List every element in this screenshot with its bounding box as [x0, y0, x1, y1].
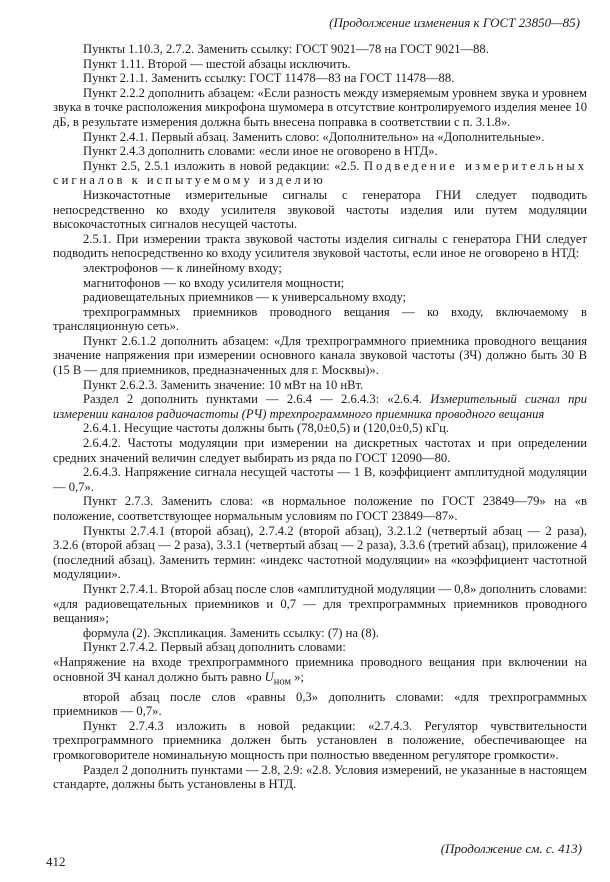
list-item: трехпрограммных приемников проводного вещания — ко входу, включаемому в трансляционную сеть». [53, 304, 587, 334]
paragraph-2-5-lead: Пункт 2.5, 2.5.1 изложить в новой редакции: «2.5. [83, 158, 364, 173]
page-number: 412 [46, 854, 66, 869]
paragraph: Пункты 2.7.4.1 (второй абзац), 2.7.4.2 (второй абзац), 3.2.1.2 (четвертый абзац — 2 раза), 3.2.6 (второй абзац — 2 раза), 3.3.1 (четвертый абзац — 2 раза), 3.3.6 (третий абзац), приложение 4 (последний абзац). Заменить термин: «индекс частотной модуляции» на «коэффициент частотной модуляции». [53, 523, 587, 582]
paragraph: Пункт 2.7.4.2. Первый абзац дополнить словами: [83, 640, 346, 655]
paragraph-2-5 [53, 159, 587, 188]
paragraph: 2.6.4.3. Напряжение сигнала несущей частоты — 1 В, коэффициент амплитудной модуляции — 0,7». [53, 465, 587, 494]
paragraph: Пункт 2.7.3. Заменить слова: «в нормальное положение по ГОСТ 23849—79» на «в положение, соответствующее нормальным условиям по ГОСТ 23849—87». [53, 494, 587, 523]
paragraph: Раздел 2 дополнить пунктами — 2.8, 2.9: «2.8. Условия измерений, не указанные в настоящем стандарте, должны быть установлены в НТД. [53, 762, 587, 792]
paragraph: Пункт 2.6.1.2 дополнить абзацем: «Для трехпрограммного приемника проводного вещания значение напряжения при измерении основного канала звуковой частоты (ЗЧ) должно быть 30 В (15 В — для приемников, предназначенных для г. Москвы)». [53, 333, 587, 378]
paragraph: второй абзац после слов «равны 0,3» дополнить словами: «для трехпрограммных приемников — 0,7». [53, 689, 587, 719]
paragraph: Пункт 2.6.2.3. Заменить значение: 10 мВт на 10 нВт. [83, 377, 364, 392]
paragraph: Низкочастотные измерительные сигналы с генератора ГНИ следует подводить непосредственно ко входу усилителя звуковой частоты изделия или путем модуляции высокочастотных сигналов несущей частоты. [53, 187, 587, 232]
paragraph: 2.5.1. При измерении тракта звуковой частоты изделия сигналы с генератора ГНИ следует подводить непосредственно ко входу усилителя звуковой частоты, если иное не оговорено в НТД: [53, 231, 587, 261]
paragraph: Пункт 2.1.1. Заменить ссылку: ГОСТ 11478—83 на ГОСТ 11478—88. [83, 71, 455, 86]
paragraph: Пункт 1.11. Второй — шестой абзацы исключить. [83, 56, 351, 71]
voltage-subscript: ном [273, 676, 292, 688]
paragraph: Пункт 2.4.3 дополнить словами: «если иное не оговорено в НТД». [83, 144, 438, 159]
list-item: радиовещательных приемников — к универсальному входу; [83, 290, 407, 305]
quoted-paragraph [53, 655, 587, 690]
quoted-text-tail: »; [291, 669, 305, 684]
section-title-italic: Измерительный сигнал при измерении каналов радиочастоты (РЧ) трехпрограммного приемника проводного вещания [53, 392, 588, 421]
paragraph-2-6-4 [53, 392, 587, 421]
paragraph: 2.6.4.2. Частоты модуляции при измерении на дискретных частотах и при определении средних значений величин следует выбирать из ряда по ГОСТ 12090—80. [53, 436, 587, 465]
quoted-text: «Напряжение на входе трехпрограммного приемника проводного вещания при включении на основной ЗЧ канал должно быть равно [53, 654, 587, 684]
paragraph: формула (2). Экспликация. Заменить ссылку: (7) на (8). [83, 625, 379, 640]
paragraph: Пункт 2.7.4.1. Второй абзац после слов «амплитудной модуляции — 0,8» дополнить словами: «для радиовещательных приемников и 0,7 — для трехпрограммных приемников проводного вещания»; [53, 581, 587, 626]
voltage-symbol: U [264, 669, 274, 684]
document-body [53, 42, 587, 792]
paragraph: Пункт 2.7.4.3 изложить в новой редакции: «2.7.4.3. Регулятор чувствительности трехпрограммного приемника должен быть установлен в положение, обеспечивающее на громкоговорителе номинальную мощность при полностью введенном регуляторе громкости». [53, 718, 587, 763]
paragraph-2-6-4-lead: Раздел 2 дополнить пунктами — 2.6.4 — 2.6.4.3: «2.6.4. [83, 392, 431, 407]
continuation-footer: (Продолжение см. с. 413) [440, 841, 582, 856]
paragraph: Пункт 2.4.1. Первый абзац. Заменить слово: «Дополнительно» на «Дополнительные». [83, 129, 545, 144]
list-item: магнитофонов — ко входу усилителя мощности; [83, 275, 345, 290]
paragraph: Пункт 2.2.2 дополнить абзацем: «Если разность между измеряемым уровнем звука и уровнем звука в точке расположения микрофона шумомера в отсутствие контролируемого изделия менее 10 дБ, в результате измерения должна быть внесена поправка в соответствии с п. 3.1.8». [53, 85, 587, 129]
continuation-header: (Продолжение изменения к ГОСТ 23850—85) [329, 15, 580, 30]
section-title-spaced: Подведение измерительных сигналов к испытуемому изделию [53, 158, 587, 188]
paragraph: 2.6.4.1. Несущие частоты должны быть (78,0±0,5) и (120,0±0,5) кГц. [83, 421, 449, 436]
paragraph: Пункты 1.10.3, 2.7.2. Заменить ссылку: ГОСТ 9021—78 на ГОСТ 9021—88. [83, 42, 489, 56]
list-item: электрофонов — к линейному входу; [83, 260, 282, 275]
